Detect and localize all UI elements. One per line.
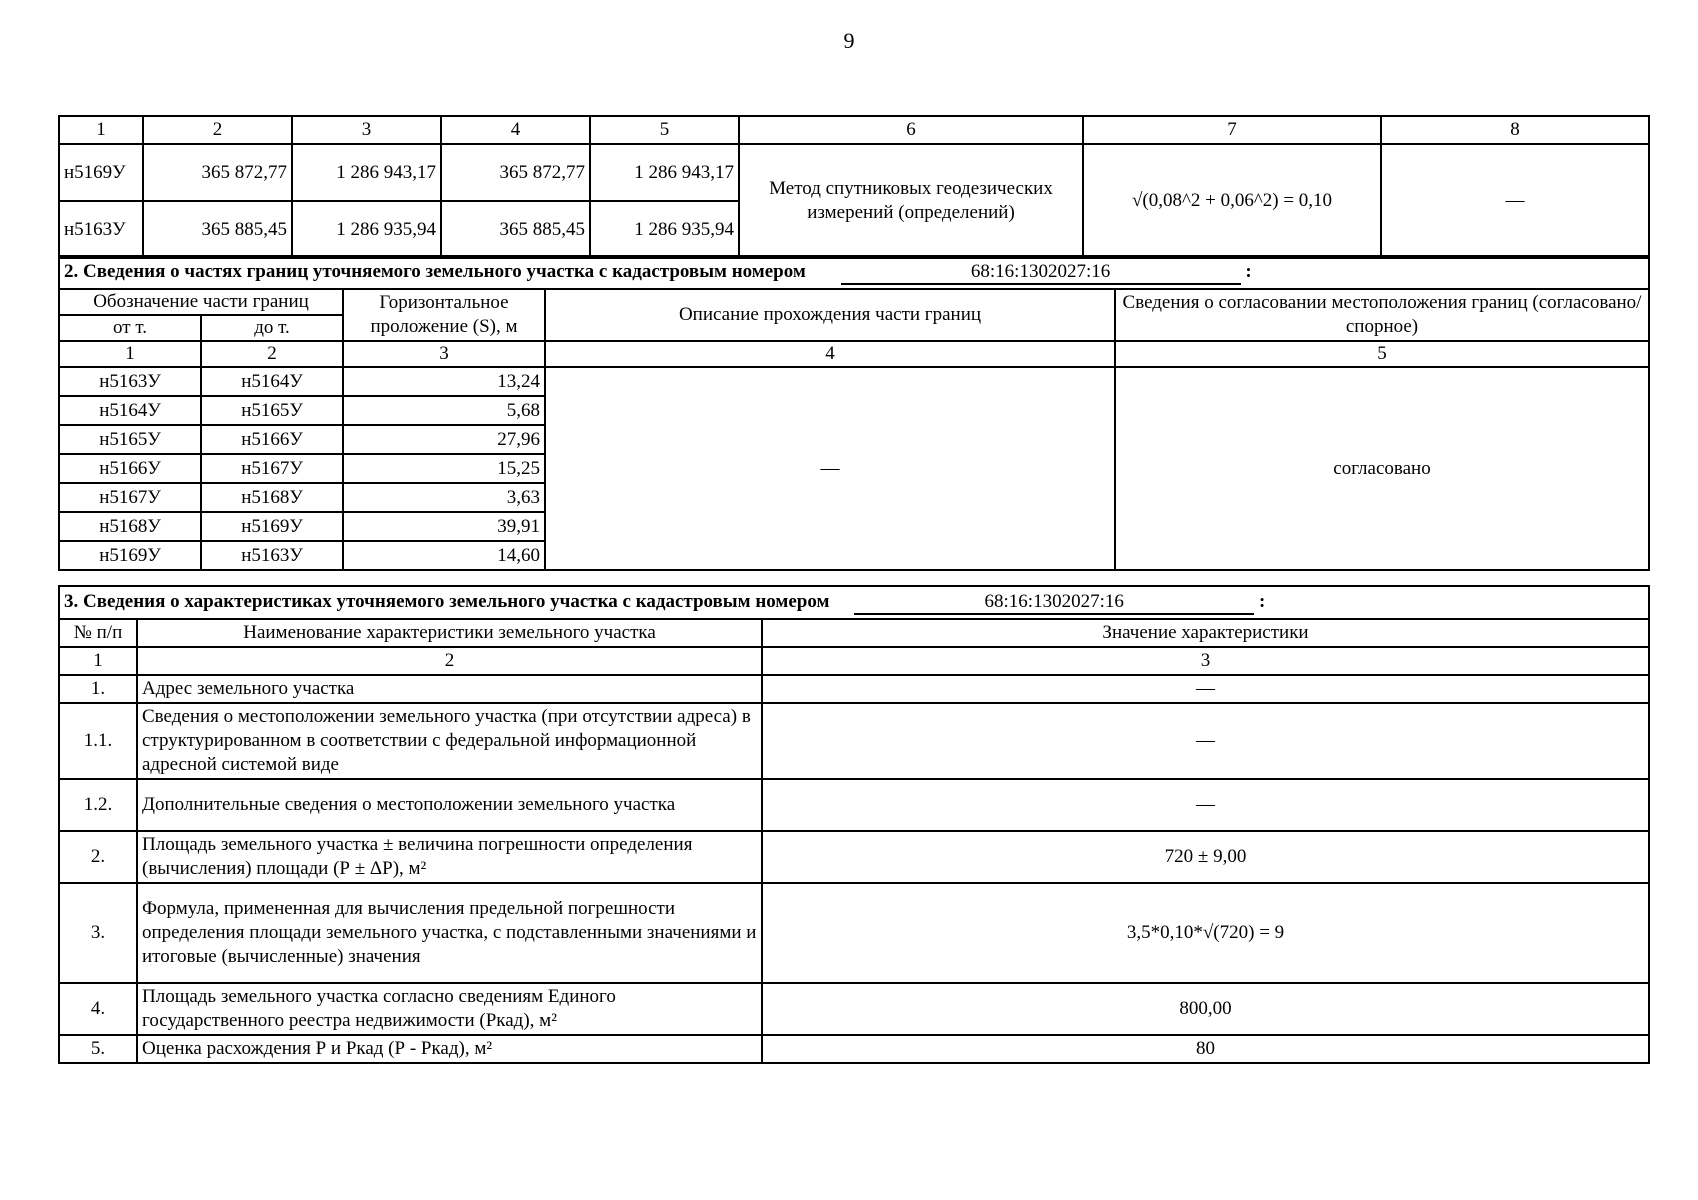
row-number: 1.	[59, 675, 137, 703]
boundary-parts-table	[58, 255, 1650, 571]
accuracy-formula: √(0,08^2 + 0,06^2) = 0,10	[1083, 144, 1381, 258]
agreement-value: согласовано	[1115, 367, 1649, 570]
table-row	[59, 703, 1649, 779]
cadastral-number: 68:16:1302027:16	[854, 591, 1254, 615]
row-number: 1.2.	[59, 779, 137, 831]
col-number: 5	[1115, 341, 1649, 367]
characteristic-name: Площадь земельного участка ± величина погрешности определения (вычисления) площади (Р ± ΔР), м²	[137, 831, 762, 883]
col-number: 5	[590, 116, 739, 144]
table-row	[59, 983, 1649, 1035]
table-row	[59, 883, 1649, 983]
head-part-label: Обозначение части границ	[59, 289, 343, 315]
section2-title	[59, 256, 1649, 289]
coord-x-existing: 365 885,45	[143, 201, 292, 258]
head-description: Описание прохождения части границ	[545, 289, 1115, 341]
from-point: н5168У	[59, 512, 201, 541]
head-number: № п/п	[59, 619, 137, 647]
coord-y-existing: 1 286 935,94	[292, 201, 441, 258]
col-number: 6	[739, 116, 1083, 144]
column-numbers-row	[59, 341, 1649, 367]
from-point: н5163У	[59, 367, 201, 396]
coord-x-new: 365 872,77	[441, 144, 590, 201]
col-number: 2	[137, 647, 762, 675]
col-number: 2	[143, 116, 292, 144]
colon: :	[1245, 261, 1252, 282]
segment-length: 27,96	[343, 425, 545, 454]
row-number: 5.	[59, 1035, 137, 1063]
from-point: н5169У	[59, 541, 201, 570]
col-number: 3	[292, 116, 441, 144]
coord-y-new: 1 286 943,17	[590, 144, 739, 201]
col8-value: —	[1381, 144, 1649, 258]
head-to: до т.	[201, 315, 343, 341]
col-number: 4	[441, 116, 590, 144]
coord-x-existing: 365 872,77	[143, 144, 292, 201]
head-value: Значение характеристики	[762, 619, 1649, 647]
row-number: 3.	[59, 883, 137, 983]
characteristic-name: Адрес земельного участка	[137, 675, 762, 703]
characteristic-value: 720 ± 9,00	[762, 831, 1649, 883]
point-name: н5163У	[59, 201, 143, 258]
head-agreement: Сведения о согласовании местоположения границ (согласовано/спорное)	[1115, 289, 1649, 341]
section2-title-text: 2. Сведения о частях границ уточняемого земельного участка с кадастровым номером	[64, 261, 806, 282]
colon: :	[1258, 591, 1266, 612]
col-number: 1	[59, 341, 201, 367]
to-point: н5168У	[201, 483, 343, 512]
characteristic-name: Площадь земельного участка согласно сведениям Единого государственного реестра недвижимости (Ркад), м²	[137, 983, 762, 1035]
to-point: н5166У	[201, 425, 343, 454]
characteristic-value: —	[762, 703, 1649, 779]
col-number: 4	[545, 341, 1115, 367]
coord-y-existing: 1 286 943,17	[292, 144, 441, 201]
col-number: 1	[59, 116, 143, 144]
segment-length: 3,63	[343, 483, 545, 512]
table-row	[59, 1035, 1649, 1063]
col-number: 2	[201, 341, 343, 367]
section3-title-text: 3. Сведения о характеристиках уточняемого земельного участка с кадастровым номером	[64, 591, 830, 612]
from-point: н5165У	[59, 425, 201, 454]
row-number: 4.	[59, 983, 137, 1035]
table-row	[59, 779, 1649, 831]
section3-title	[59, 586, 1649, 619]
section-title-row	[59, 586, 1649, 619]
characteristics-table	[58, 585, 1650, 1064]
table-row	[59, 367, 1649, 396]
from-point: н5164У	[59, 396, 201, 425]
description-value: —	[545, 367, 1115, 570]
to-point: н5164У	[201, 367, 343, 396]
characteristic-name: Дополнительные сведения о местоположении земельного участка	[137, 779, 762, 831]
to-point: н5165У	[201, 396, 343, 425]
segment-length: 15,25	[343, 454, 545, 483]
col-number: 7	[1083, 116, 1381, 144]
head-name: Наименование характеристики земельного участка	[137, 619, 762, 647]
coord-y-new: 1 286 935,94	[590, 201, 739, 258]
characteristic-value: —	[762, 675, 1649, 703]
col-number: 8	[1381, 116, 1649, 144]
col-number: 3	[343, 341, 545, 367]
column-numbers-row	[59, 647, 1649, 675]
head-length: Горизонтальное проложение (S), м	[343, 289, 545, 341]
page-number: 9	[843, 28, 855, 53]
from-point: н5167У	[59, 483, 201, 512]
point-name: н5169У	[59, 144, 143, 201]
row-number: 1.1.	[59, 703, 137, 779]
table-row	[59, 675, 1649, 703]
table-row	[59, 144, 1649, 201]
coordinates-table	[58, 115, 1650, 259]
segment-length: 39,91	[343, 512, 545, 541]
col-number: 3	[762, 647, 1649, 675]
segment-length: 14,60	[343, 541, 545, 570]
table-header-row	[59, 289, 1649, 315]
to-point: н5167У	[201, 454, 343, 483]
section-title-row	[59, 256, 1649, 289]
from-point: н5166У	[59, 454, 201, 483]
row-number: 2.	[59, 831, 137, 883]
characteristic-value: 3,5*0,10*√(720) = 9	[762, 883, 1649, 983]
coord-x-new: 365 885,45	[441, 201, 590, 258]
table-header-row	[59, 619, 1649, 647]
table-row	[59, 831, 1649, 883]
characteristic-name: Оценка расхождения Р и Ркад (Р - Ркад), м²	[137, 1035, 762, 1063]
to-point: н5169У	[201, 512, 343, 541]
head-from: от т.	[59, 315, 201, 341]
cadastral-number: 68:16:1302027:16	[841, 261, 1241, 285]
characteristic-name: Формула, примененная для вычисления предельной погрешности определения площади земельного участка, с подставленными значениями и итоговые (вычисленные) значения	[137, 883, 762, 983]
characteristic-value: 80	[762, 1035, 1649, 1063]
col-number: 1	[59, 647, 137, 675]
to-point: н5163У	[201, 541, 343, 570]
method-cell: Метод спутниковых геодезических измерений (определений)	[739, 144, 1083, 258]
segment-length: 13,24	[343, 367, 545, 396]
characteristic-value: —	[762, 779, 1649, 831]
characteristic-name: Сведения о местоположении земельного участка (при отсутствии адреса) в структурированном в соответствии с федеральной информационной адресной системой виде	[137, 703, 762, 779]
characteristic-value: 800,00	[762, 983, 1649, 1035]
segment-length: 5,68	[343, 396, 545, 425]
table-header-row	[59, 116, 1649, 144]
